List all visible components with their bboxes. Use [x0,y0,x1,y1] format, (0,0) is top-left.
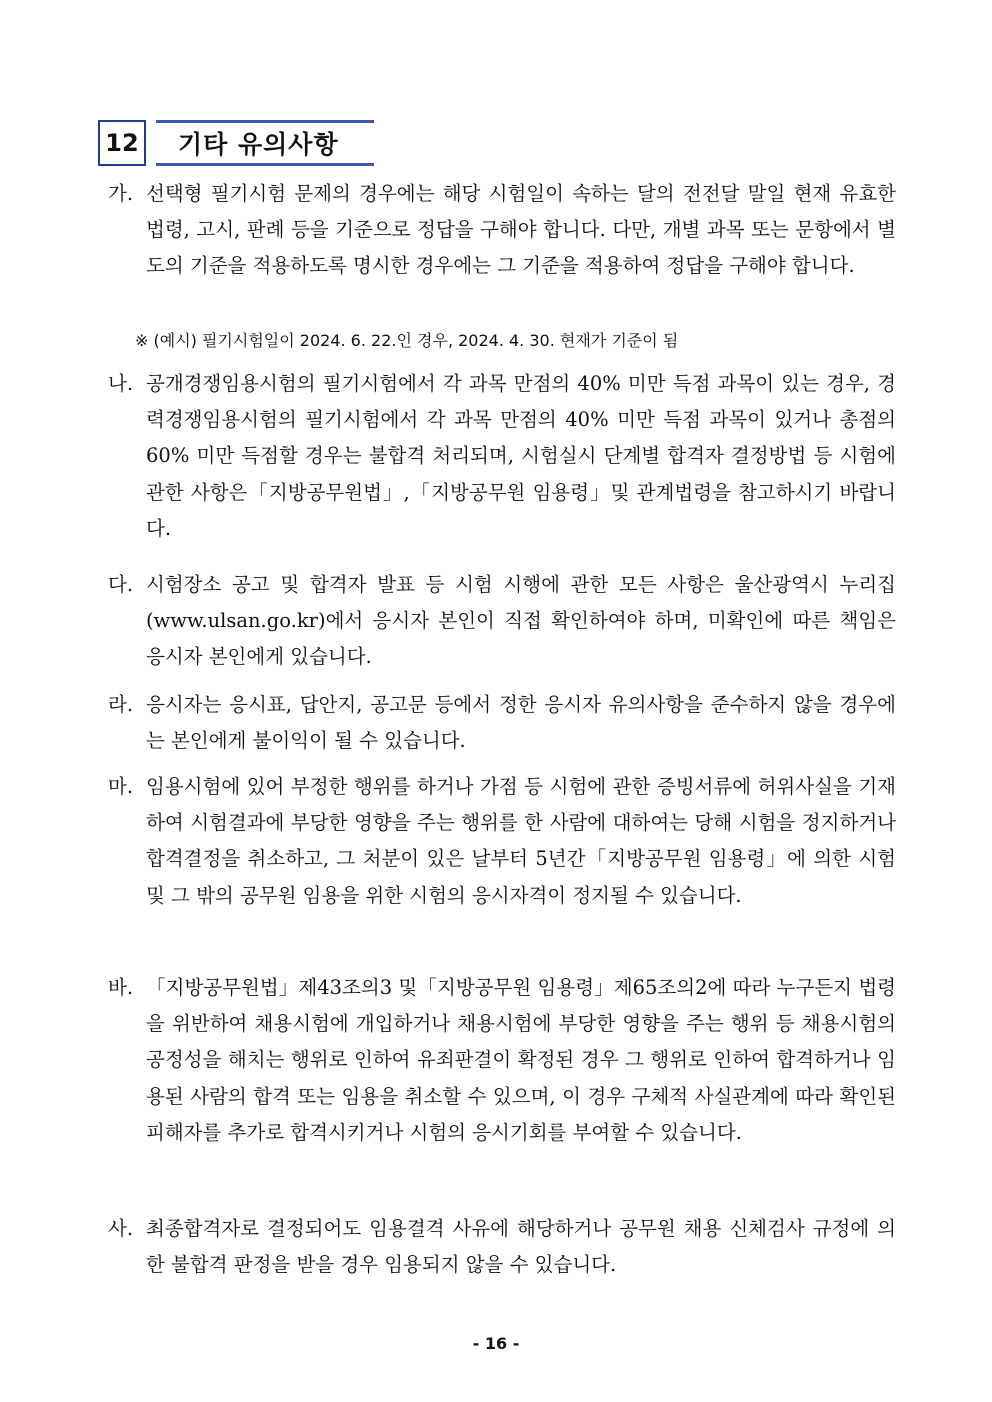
list-item [108,1211,896,1283]
list-item [108,567,896,676]
item-text: 시험장소 공고 및 합격자 발표 등 시험 시행에 관한 모든 사항은 울산광역시 누리집(www.ulsan.go.kr)에서 응시자 본인이 직접 확인하여야 하며, 미확인에 따른 책임은 응시자 본인에게 있습니다. [146,573,896,669]
item-text: 「지방공무원법」제43조의3 및「지방공무원 임용령」제65조의2에 따라 누구든지 법령을 위반하여 채용시험에 개입하거나 채용시험에 부당한 영향을 주는 행위 등 채용시험의 공정성을 해치는 행위로 인하여 유죄판결이 확정된 경우 그 행위로 인하여 합격하거나 임용된 사람의 합격 또는 임용을 취소할 수 있으며, 이 경우 구체적 사실관계에 따라 확인된 피해자를 추가로 합격시키거나 시험의 응시기회를 부여할 수 있습니다. [146,976,896,1144]
item-text: 최종합격자로 결정되어도 임용결격 사유에 해당하거나 공무원 채용 신체검사 규정에 의한 불합격 판정을 받을 경우 임용되지 않을 수 있습니다. [146,1217,896,1277]
list-item [108,970,896,1151]
example-note: ※ (예시) 필기시험일이 2024. 6. 22.인 경우, 2024. 4. 30. 현재가 기준이 됨 [135,331,679,350]
item-marker: 라. [108,693,134,716]
section-title: 기타 유의사항 [156,120,374,166]
item-marker: 다. [108,573,134,596]
item-text: 공개경쟁임용시험의 필기시험에서 각 과목 만점의 40% 미만 득점 과목이 있는 경우, 경력경쟁임용시험의 필기시험에서 각 과목 만점의 40% 미만 득점 과목이 있거나 총점의 60% 미만 득점할 경우는 불합격 처리되며, 시험실시 단계별 합격자 결정방법 등 시험에 관한 사항은「지방공무원법」,「지방공무원 임용령」및 관계법령을 참고하시기 바랍니다. [146,372,896,540]
list-item [108,769,896,914]
item-text: 응시자는 응시표, 답안지, 공고문 등에서 정한 응시자 유의사항을 준수하지 않을 경우에는 본인에게 불이익이 될 수 있습니다. [146,693,896,753]
item-marker: 나. [108,372,134,395]
item-text: 선택형 필기시험 문제의 경우에는 해당 시험일이 속하는 달의 전전달 말일 현재 유효한 법령, 고시, 판례 등을 기준으로 정답을 구해야 합니다. 다만, 개별 과목 또는 문항에서 별도의 기준을 적용하도록 명시한 경우에는 그 기준을 적용하여 정답을 구해야 합니다. [146,182,896,278]
section-number: 12 [98,120,146,166]
list-item [108,176,896,285]
item-marker: 마. [108,775,134,798]
page-number: - 16 - [472,1334,520,1353]
item-marker: 가. [108,182,134,205]
item-text: 임용시험에 있어 부정한 행위를 하거나 가점 등 시험에 관한 증빙서류에 허위사실을 기재하여 시험결과에 부당한 영향을 주는 행위를 한 사람에 대하여는 당해 시험을 정지하거나 합격결정을 취소하고, 그 처분이 있은 날부터 5년간「지방공무원 임용령」에 의한 시험 및 그 밖의 공무원 임용을 위한 시험의 응시자격이 정지될 수 있습니다. [146,775,896,907]
list-item [108,366,896,547]
item-marker: 사. [108,1217,134,1240]
item-marker: 바. [108,976,134,999]
list-item [108,687,896,759]
